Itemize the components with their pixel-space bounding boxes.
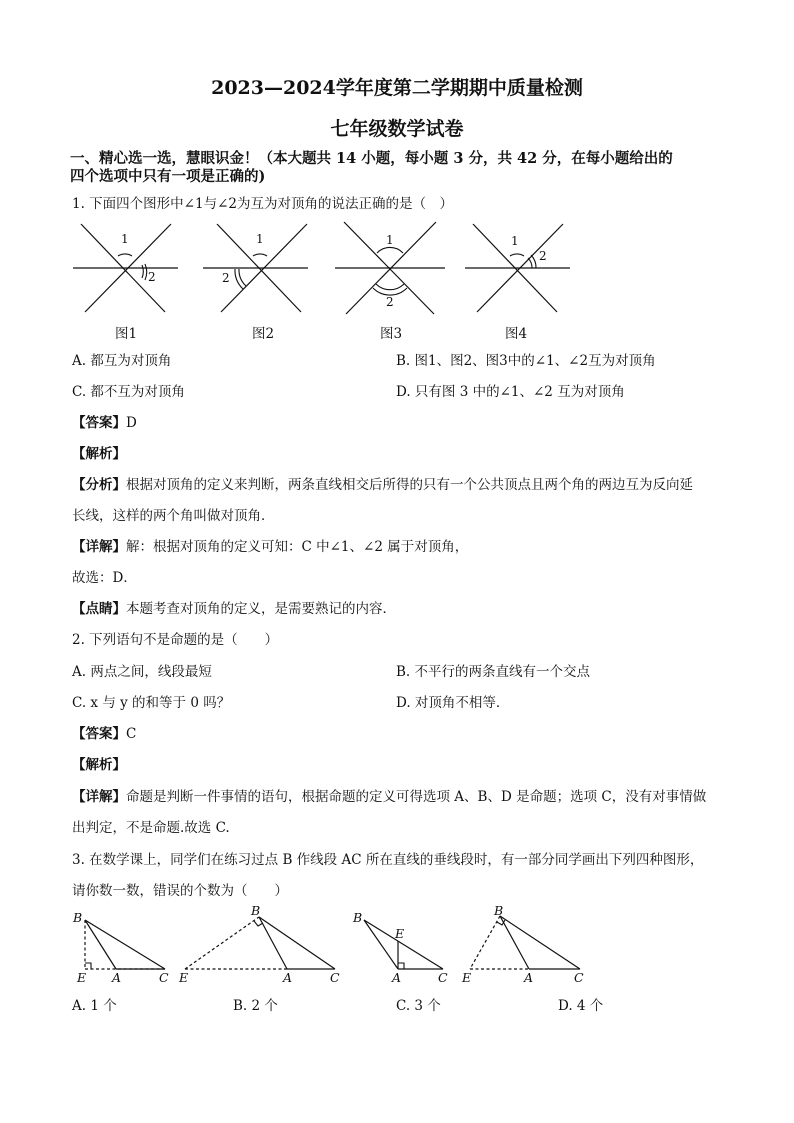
fig1-label-e: E [77,970,87,985]
answer-value: C [126,726,137,742]
q1-detail [72,535,468,555]
fenxi-text: 根据对顶角的定义来判断，两条直线相交后所得的只有一个公共顶点且两个角的两边互为反向延 [126,477,693,493]
fig2-label-a: A [283,970,293,985]
fig3-label-a: A [392,970,402,985]
fig4-label-e: E [462,970,472,985]
q3-option-d: D. 4 个 [558,998,604,1014]
q3-stem-line2: 请你数一数，错误的个数为（ ） [72,883,288,899]
answer-value: D [126,415,137,431]
detail-text: 解：根据对顶角的定义可知：C 中∠1、∠2 属于对顶角， [126,539,469,555]
fig4-right-angle-mark [497,920,505,925]
detail-text: 命题是判断一件事情的语句，根据命题的定义可得选项 A、B、D 是命题；选项 C，没有对事情做 [126,789,707,805]
fig1-caption: 图1 [115,326,138,342]
q1-fenxi-line2: 长线，这样的两个角叫做对顶角． [72,508,275,524]
fig1-angle1-arc [118,254,132,256]
fig4-caption: 图4 [505,326,528,342]
q1-tip [72,597,396,617]
fig2-label-e: E [179,970,189,985]
fig1-segment-bc [85,920,165,969]
tip-text: 本题考查对顶角的定义，是需要熟记的内容． [126,601,396,617]
q3-figure-1 [70,908,180,988]
q2-detail-line1 [72,785,706,805]
q3-figure-4 [458,900,588,985]
fig4-angle2-arc [528,258,532,268]
fig1-angle2-arc [142,265,143,278]
q1-stem: 1. 下面四个图形中∠1与∠2为互为对顶角的说法正确的是（ ） [72,196,453,212]
fig4-segment-bc [500,916,580,969]
q1-conclusion: 故选：D． [72,570,137,586]
fig1-label-b: B [73,910,83,925]
q1-option-b: B. 图1、图2、图3中的∠1、∠2互为对顶角 [396,353,656,369]
q2-stem: 2. 下列语句不是命题的是（ ） [72,632,279,648]
q2-option-a: A. 两点之间，线段最短 [72,664,212,680]
q3-option-c: C. 3 个 [396,998,441,1014]
q1-option-a: A. 都互为对顶角 [72,353,172,369]
q3-figure-3 [350,908,460,988]
fig1-label-2: 2 [148,270,156,284]
analysis-tag: 【解析】 [72,757,126,773]
fig3-segment-ba [364,920,398,969]
fig3-angle1-arc [377,247,403,253]
fig3-label-1: 1 [386,233,394,247]
q1-analysis-tag [72,442,126,462]
fig1-right-angle-mark [85,963,91,969]
fig2-angle2-arc [239,269,246,286]
q1-option-d: D. 只有图 3 中的∠1、∠2 互为对顶角 [396,384,625,400]
fig1-label-c: C [159,970,169,985]
fig3-label-2: 2 [386,295,394,309]
fig2-segment-eb [185,917,259,969]
fig4-label-c: C [574,970,584,985]
q1-figure-2 [198,218,318,318]
q1-figure-4 [460,218,580,318]
q2-detail-line2: 出判定，不是命题.故选 C. [72,820,230,836]
fig2-segment-ba [259,917,287,969]
tip-tag: 【点睛】 [72,601,126,617]
fig2-label-b: B [251,903,261,918]
answer-tag: 【答案】 [72,415,126,431]
q2-option-c: C. x 与 y 的和等于 0 吗？ [72,695,231,711]
fig1-label-a: A [112,970,122,985]
fig3-label-b: B [353,910,363,925]
fig2-label-1: 1 [256,232,264,246]
fenxi-tag: 【分析】 [72,477,126,493]
q3-stem-line1: 3. 在数学课上，同学们在练习过点 B 作线段 AC 所在直线的垂线段时，有一部分同学画出下列四种图形， [72,852,704,868]
fig3-label-e: E [395,926,405,941]
q2-option-b: B. 不平行的两条直线有一个交点 [396,664,591,680]
fig2-segment-bc [259,917,335,969]
fig1-label-1: 1 [121,232,129,246]
fig4-segment-be [470,916,500,969]
fig4-label-1: 1 [511,234,519,248]
q3-option-b: B. 2 个 [233,998,278,1014]
q1-option-c: C. 都不互为对顶角 [72,384,185,400]
fig4-label-2: 2 [539,249,547,263]
fig2-label-c: C [330,970,340,985]
section-heading-line2: 四个选项中只有一项是正确的) [70,168,266,185]
q1-figure-3 [330,218,450,318]
fig4-label-b: B [494,903,504,918]
q2-analysis-tag [72,753,126,773]
q1-fenxi-line1 [72,473,693,493]
fig3-caption: 图3 [380,326,403,342]
exam-subtitle: 七年级数学试卷 [330,118,464,140]
fig4-segment-ba [500,916,529,969]
q1-answer [72,411,137,431]
analysis-tag: 【解析】 [72,446,126,462]
detail-tag: 【详解】 [72,789,126,805]
q3-option-a: A. 1 个 [72,998,117,1014]
q2-option-d: D. 对顶角不相等． [396,695,510,711]
detail-tag: 【详解】 [72,539,126,555]
fig1-angle2-arc-2 [145,264,147,280]
fig3-angle2-arc-2 [373,288,407,295]
fig3-label-c: C [438,970,448,985]
fig2-angle1-arc [253,254,267,256]
fig2-caption: 图2 [252,326,275,342]
section-heading-line1: 一、精心选一选，慧眼识金！（本大题共 14 小题，每小题 3 分，共 42 分，在每小题给出的 [70,150,673,167]
fig1-segment-ba [85,920,116,969]
answer-tag: 【答案】 [72,726,126,742]
q1-figure-1 [68,218,188,318]
q3-figure-2 [175,900,345,985]
q2-answer [72,722,136,742]
fig4-angle1-arc [510,254,524,256]
fig2-label-2: 2 [222,271,230,285]
exam-title: 2023—2024学年度第二学期期中质量检测 [211,77,583,99]
fig4-label-a: A [524,970,534,985]
fig3-angle2-arc [376,284,404,290]
fig3-right-angle-mark [398,963,404,969]
